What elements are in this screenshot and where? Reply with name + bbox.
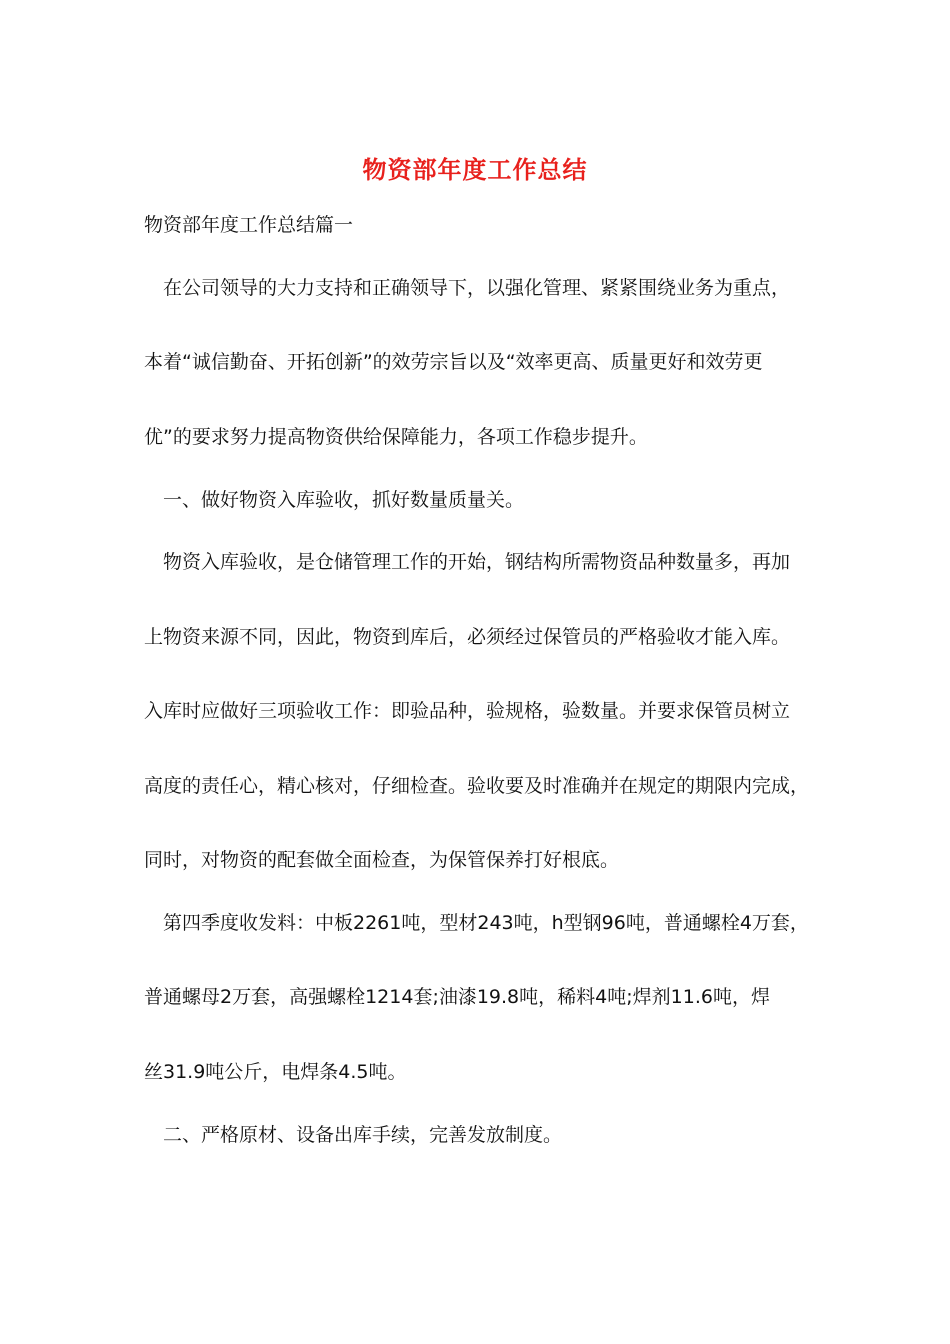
paragraph-line: 物资入库验收，是仓储管理工作的开始，钢结构所需物资品种数量多，再加: [144, 551, 791, 573]
paragraph-line: 同时，对物资的配套做全面检查，为保管保养打好根底。: [144, 849, 620, 871]
paragraph-line: 二、严格原材、设备出库手续，完善发放制度。: [144, 1124, 563, 1146]
paragraph-line: 本着“诚信勤奋、开拓创新”的效劳宗旨以及“效率更高、质量更好和效劳更: [144, 351, 763, 373]
paragraph-line: 上物资来源不同，因此，物资到库后，必须经过保管员的严格验收才能入库。: [144, 626, 791, 648]
paragraph-line: 一、做好物资入库验收，抓好数量质量关。: [144, 489, 525, 511]
paragraph-line: 在公司领导的大力支持和正确领导下，以强化管理、紧紧围绕业务为重点，: [144, 277, 791, 299]
paragraph-line: 第四季度收发料：中板2261吨，型材243吨，h型钢96吨，普通螺栓4万套，: [144, 912, 809, 934]
paragraph-line: 优”的要求努力提高物资供给保障能力，各项工作稳步提升。: [144, 426, 648, 448]
paragraph-line: 入库时应做好三项验收工作：即验品种，验规格，验数量。并要求保管员树立: [144, 700, 791, 722]
document-title: 物资部年度工作总结: [362, 155, 588, 184]
paragraph-line: 丝31.9吨公斤，电焊条4.5吨。: [144, 1061, 407, 1083]
paragraph-line: 普通螺母2万套，高强螺栓1214套;油漆19.8吨，稀料4吨;焊剂11.6吨，焊: [144, 986, 770, 1008]
paragraph-line: 高度的责任心，精心核对，仔细检查。验收要及时准确并在规定的期限内完成，: [144, 775, 810, 797]
section-heading: 物资部年度工作总结篇一: [144, 214, 354, 236]
